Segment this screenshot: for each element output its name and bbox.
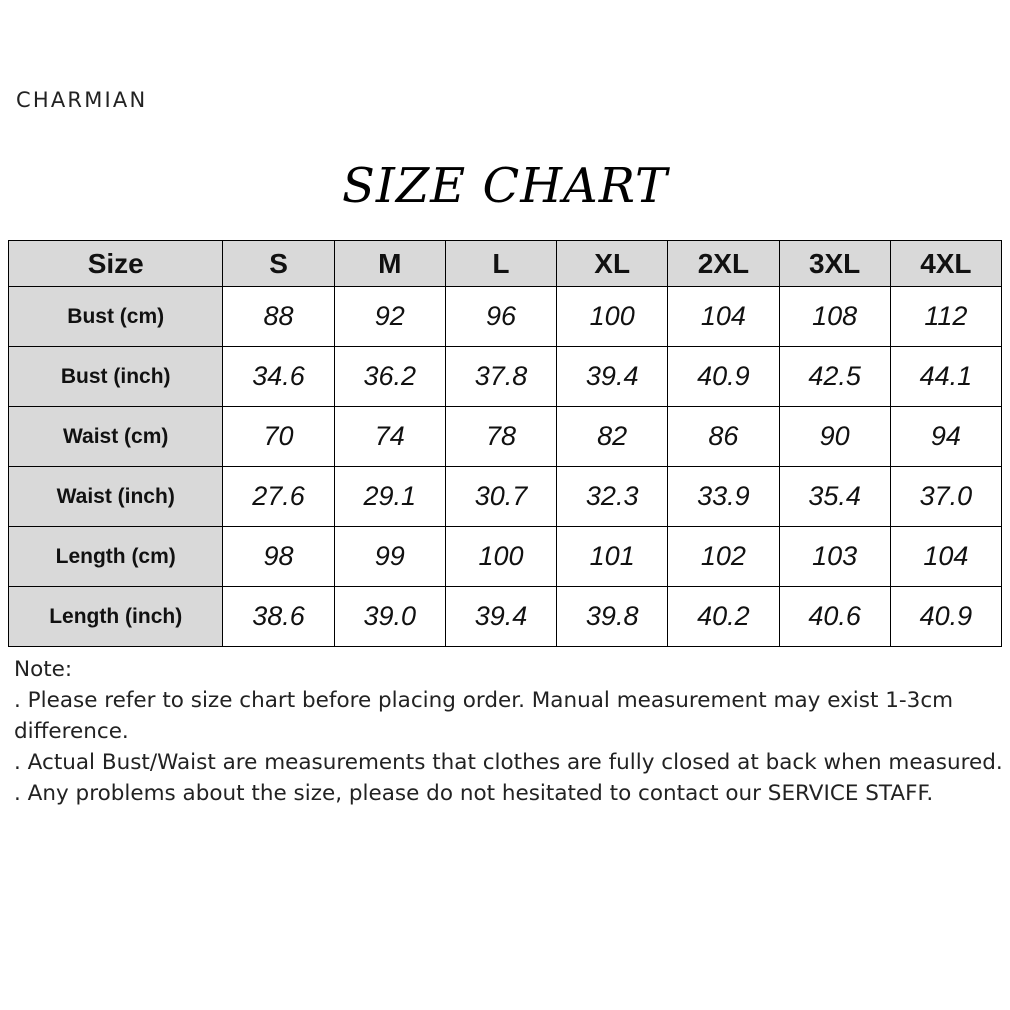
table-cell: 39.4	[557, 347, 668, 407]
notes-section	[14, 654, 1004, 809]
notes-heading: Note:	[14, 657, 73, 682]
table-cell: 70	[223, 407, 334, 467]
table-cell: 104	[890, 527, 1001, 587]
table-cell: 37.0	[890, 467, 1001, 527]
table-cell: 82	[557, 407, 668, 467]
table-cell: 27.6	[223, 467, 334, 527]
row-label: Waist (cm)	[9, 407, 223, 467]
table-cell: 39.4	[445, 587, 556, 647]
header-cell-size: 2XL	[668, 241, 779, 287]
table-cell: 74	[334, 407, 445, 467]
table-cell: 102	[668, 527, 779, 587]
table-cell: 38.6	[223, 587, 334, 647]
row-label: Bust (inch)	[9, 347, 223, 407]
table-cell: 40.9	[890, 587, 1001, 647]
table-cell: 37.8	[445, 347, 556, 407]
table-cell: 39.0	[334, 587, 445, 647]
table-cell: 103	[779, 527, 890, 587]
note-item: . Any problems about the size, please do not hesitated to contact our SERVICE STAFF.	[14, 781, 934, 806]
row-label: Bust (cm)	[9, 287, 223, 347]
row-label: Length (inch)	[9, 587, 223, 647]
table-cell: 101	[557, 527, 668, 587]
header-cell-size: 3XL	[779, 241, 890, 287]
brand-name: CHARMIAN	[16, 88, 148, 112]
table-header-row	[9, 241, 1002, 287]
table-cell: 34.6	[223, 347, 334, 407]
table-cell: 104	[668, 287, 779, 347]
table-row	[9, 587, 1002, 647]
table-row	[9, 527, 1002, 587]
table-cell: 100	[557, 287, 668, 347]
table-cell: 40.2	[668, 587, 779, 647]
table-cell: 78	[445, 407, 556, 467]
table-cell: 29.1	[334, 467, 445, 527]
table-row	[9, 347, 1002, 407]
table-cell: 40.9	[668, 347, 779, 407]
table-cell: 99	[334, 527, 445, 587]
table-cell: 100	[445, 527, 556, 587]
page-title: SIZE CHART	[341, 158, 669, 214]
row-label: Length (cm)	[9, 527, 223, 587]
table-cell: 112	[890, 287, 1001, 347]
note-item: . Please refer to size chart before placing order. Manual measurement may exist 1-3cm difference.	[14, 688, 954, 744]
table-cell: 92	[334, 287, 445, 347]
header-cell-size-label: Size	[9, 241, 223, 287]
table-cell: 44.1	[890, 347, 1001, 407]
table-cell: 40.6	[779, 587, 890, 647]
note-item: . Actual Bust/Waist are measurements that clothes are fully closed at back when measured.	[14, 750, 1003, 775]
table-cell: 98	[223, 527, 334, 587]
table-cell: 39.8	[557, 587, 668, 647]
table-cell: 86	[668, 407, 779, 467]
table-cell: 88	[223, 287, 334, 347]
header-cell-size: XL	[557, 241, 668, 287]
table-cell: 30.7	[445, 467, 556, 527]
row-label: Waist (inch)	[9, 467, 223, 527]
table-cell: 94	[890, 407, 1001, 467]
header-cell-size: S	[223, 241, 334, 287]
table-cell: 42.5	[779, 347, 890, 407]
table-cell: 96	[445, 287, 556, 347]
table-cell: 90	[779, 407, 890, 467]
table-cell: 36.2	[334, 347, 445, 407]
header-cell-size: L	[445, 241, 556, 287]
table-cell: 35.4	[779, 467, 890, 527]
header-cell-size: 4XL	[890, 241, 1001, 287]
table-cell: 33.9	[668, 467, 779, 527]
table-row	[9, 467, 1002, 527]
table-row	[9, 407, 1002, 467]
header-cell-size: M	[334, 241, 445, 287]
table-cell: 108	[779, 287, 890, 347]
table-row	[9, 287, 1002, 347]
table-cell: 32.3	[557, 467, 668, 527]
size-chart-table	[8, 240, 1002, 647]
